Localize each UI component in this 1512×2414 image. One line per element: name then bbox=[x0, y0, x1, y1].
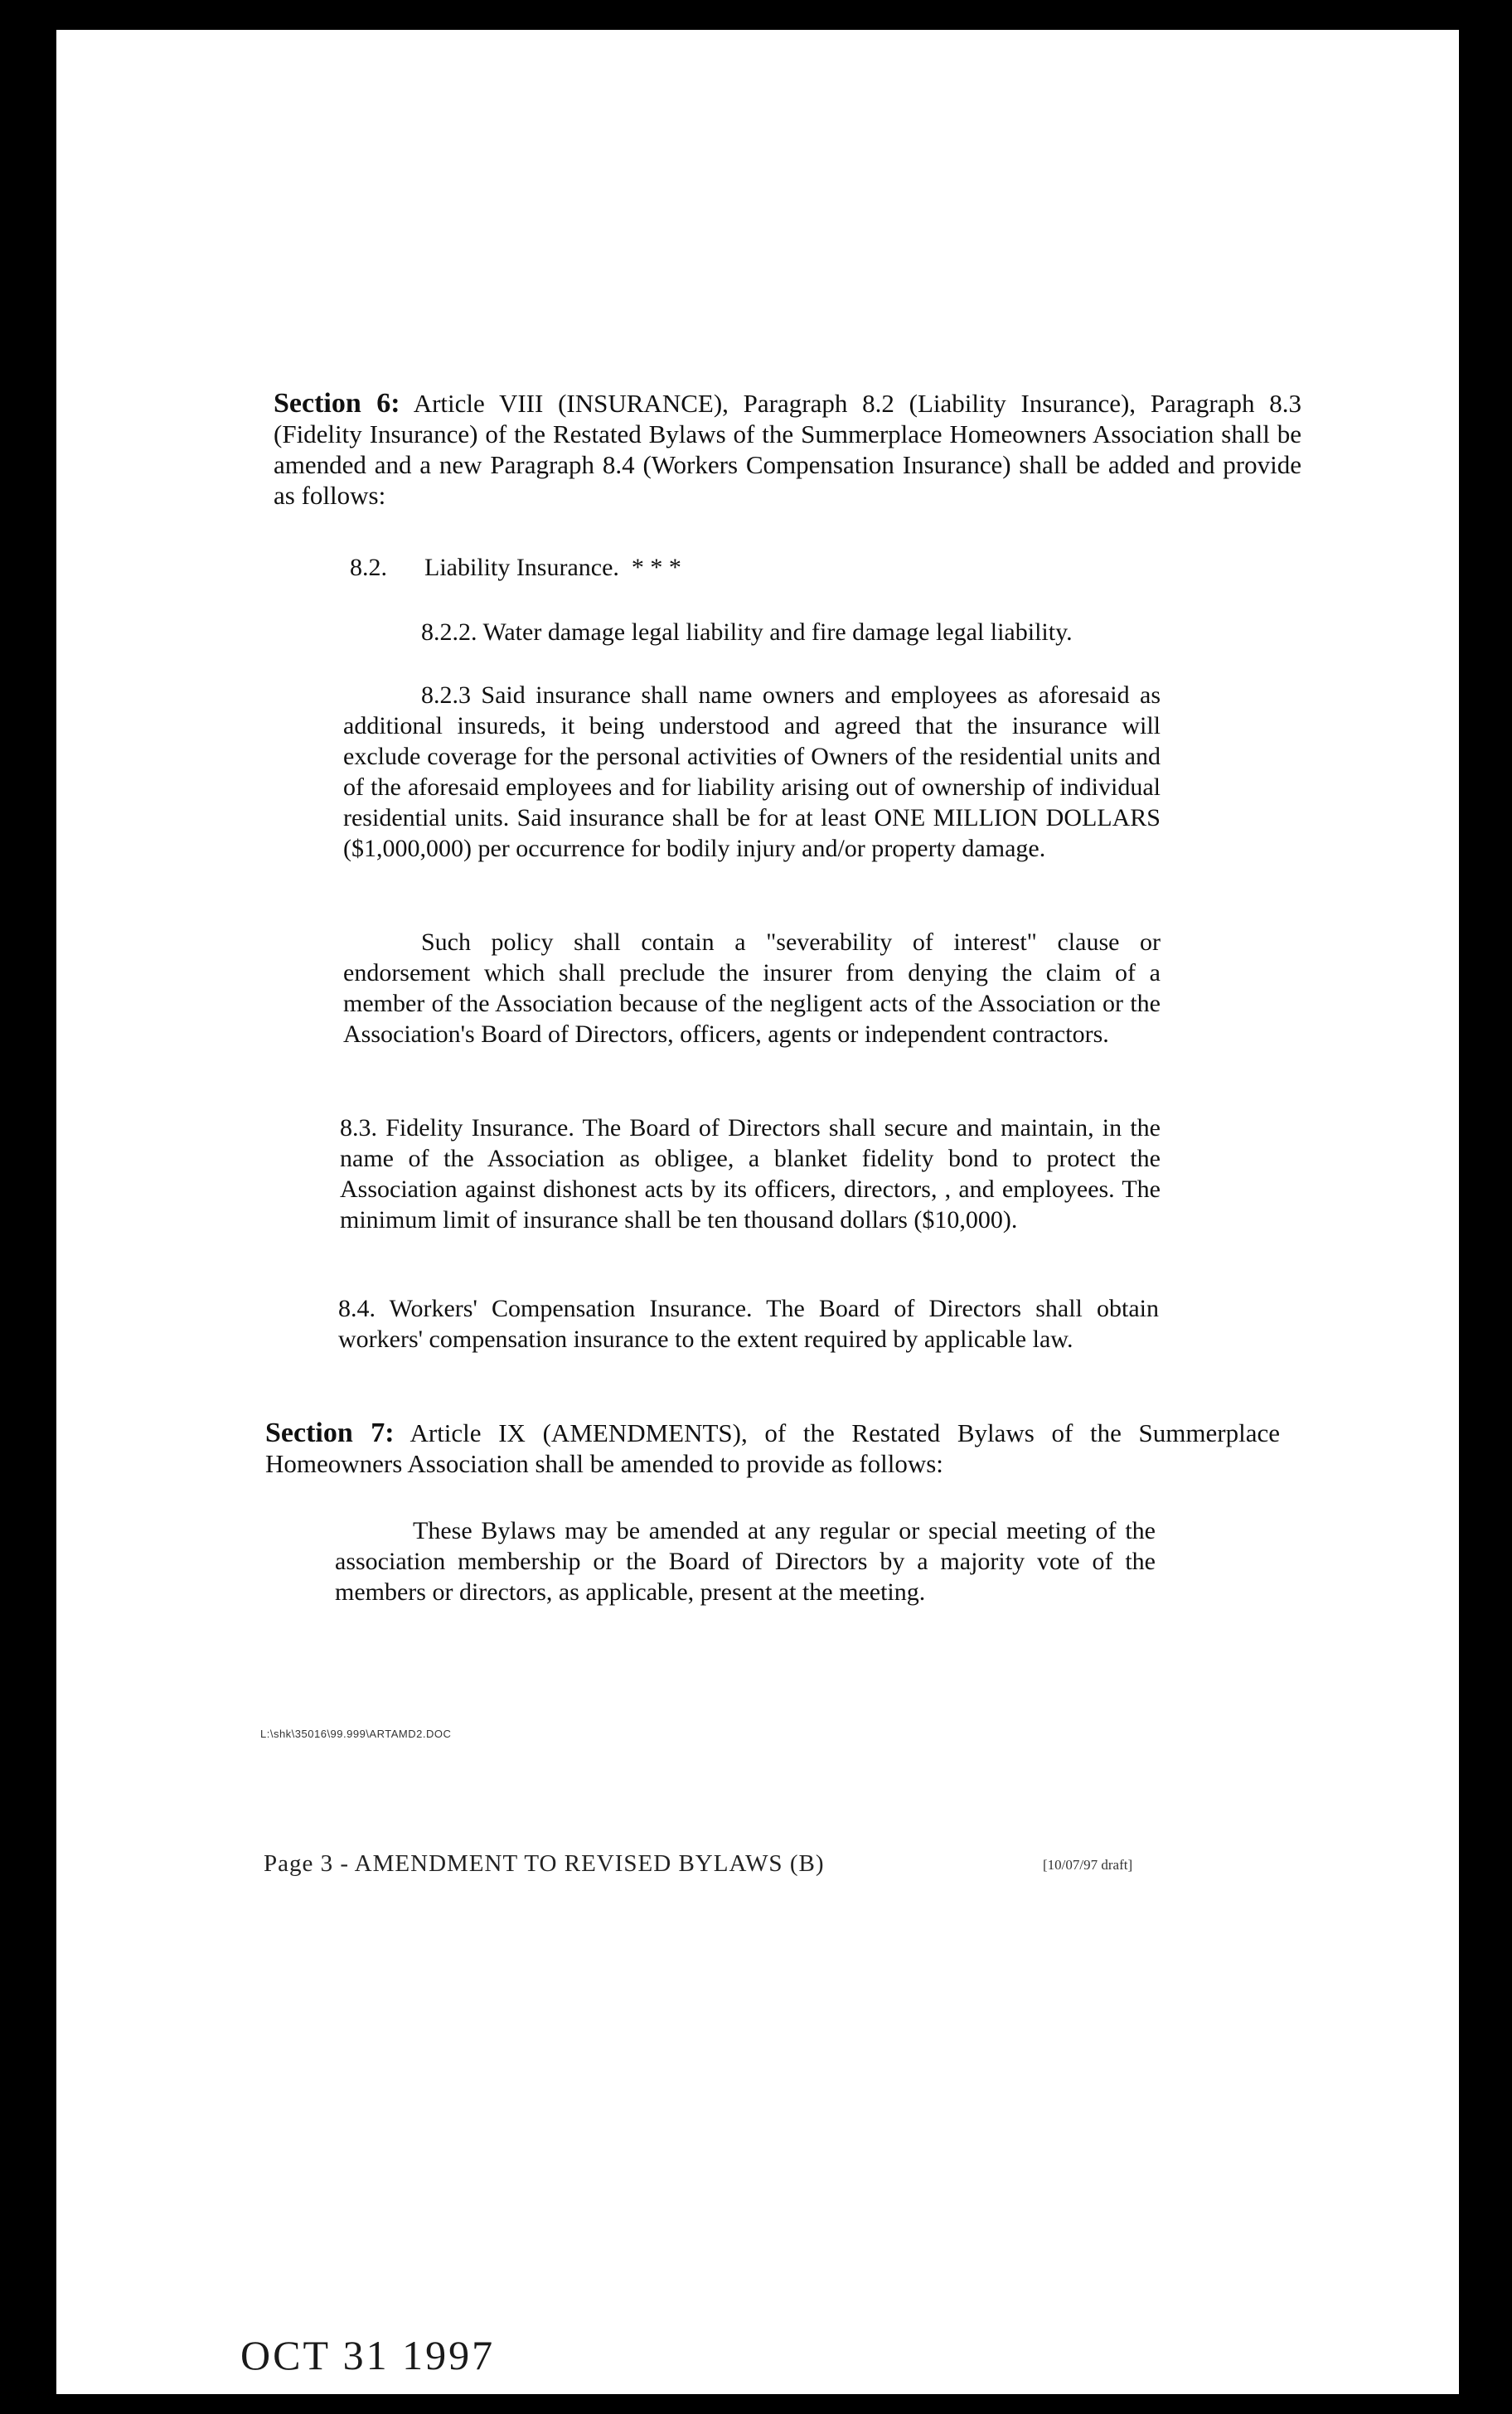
footer-draft-date: [10/07/97 draft] bbox=[1043, 1857, 1133, 1873]
paragraph-8-2-3: 8.2.3 Said insurance shall name owners and employees as aforesaid as additional insureds, it being understood and agreed that the insurance will exclude coverage for the personal activities of Owners of the residential units and of the aforesaid employees and for liability arising out of ownership of individual residential units. Said insurance shall be for at least ONE MILLION DOLLARS ($1,000,000) per occurrence for bodily injury and/or property damage. bbox=[343, 681, 1161, 862]
section-6-label: Section 6: bbox=[274, 388, 400, 419]
footer-page-title: Page 3 - AMENDMENT TO REVISED BYLAWS (B) bbox=[264, 1850, 825, 1877]
section-6-text: Article VIII (INSURANCE), Paragraph 8.2 (Liability Insurance), Paragraph 8.3 (Fidelity Insurance) of the Restated Bylaws of the Summerplace Homeowners Association shall be amended and a new Paragraph 8.4 (Workers Compensation Insurance) shall be added and provide as follows: bbox=[274, 389, 1301, 510]
paragraph-amendment: These Bylaws may be amended at any regular or special meeting of the association membership or the Board of Directors by a majority vote of the members or directors, as applicable, present at the meeting. bbox=[335, 1517, 1156, 1606]
paragraph-severability: Such policy shall contain a "severability of interest" clause or endorsement which shall preclude the insurer from denying the claim of a member of the Association because of the negligent acts of the Association or the Association's Board of Directors, officers, agents or independent contractors. bbox=[343, 928, 1161, 1048]
section-6-heading bbox=[274, 388, 1301, 511]
section-7-heading bbox=[265, 1418, 1280, 1479]
received-date-stamp: OCT 31 1997 bbox=[240, 2332, 496, 2378]
document-page bbox=[56, 30, 1459, 2394]
scan-artifact bbox=[1459, 348, 1467, 366]
document-body bbox=[56, 30, 1459, 2394]
paragraph-8-3: 8.3. Fidelity Insurance. The Board of Directors shall secure and maintain, in the name of the Association as obligee, a blanket fidelity bond to protect the Association against dishonest acts by its officers, directors, , and employees. The minimum limit of insurance shall be ten thousand dollars ($10,000). bbox=[340, 1114, 1161, 1234]
paragraph-8-2-2: 8.2.2. Water damage legal liability and fire damage legal liability. bbox=[421, 618, 1073, 646]
section-7-label: Section 7: bbox=[265, 1418, 395, 1448]
paragraph-8-4: 8.4. Workers' Compensation Insurance. The Board of Directors shall obtain workers' compensation insurance to the extent required by applicable law. bbox=[338, 1295, 1159, 1353]
section-7-text: Article IX (AMENDMENTS), of the Restated Bylaws of the Summerplace Homeowners Association shall be amended to provide as follows: bbox=[265, 1418, 1280, 1478]
paragraph-8-2: 8.2. Liability Insurance. * * * bbox=[350, 554, 681, 581]
scan-artifact bbox=[33, 1078, 45, 1086]
file-reference: L:\shk\35016\99.999\ARTAMD2.DOC bbox=[260, 1728, 452, 1740]
